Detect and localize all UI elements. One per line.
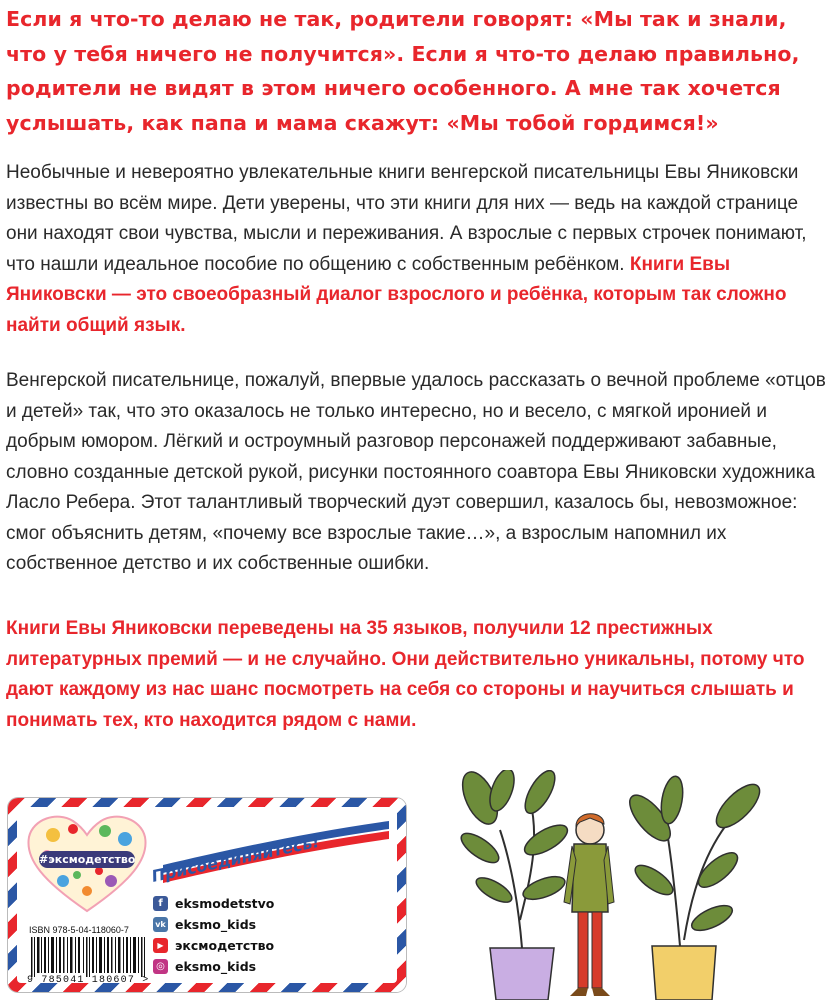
social-youtube-label: эксмодетство (175, 938, 275, 953)
facebook-icon: f (153, 896, 168, 911)
hashtag-label: #эксмодетство (39, 853, 136, 866)
social-facebook-label: eksmodetstvo (175, 896, 275, 911)
instagram-icon: ◎ (153, 959, 168, 974)
barcode (27, 937, 155, 977)
headline-quote: Если я что-то делаю не так, родители говорят: «Мы так и знали, что у тебя ничего не получится». Если я что-то делаю правильно, родители не видят в этом ничего особенного. А мне так хочется услышать, как папа и мама скажут: «Мы тобой гордимся!» (6, 7, 800, 135)
social-vk[interactable] (153, 914, 383, 935)
join-us-text: Присоединяйтесь! (149, 831, 322, 886)
paragraph-awards: Книги Евы Яниковски переведены на 35 языков, получили 12 престижных литературных премий — и не случайно. Они действительно уникальны, потому что дают каждому из нас шанс посмотреть на себя со стороны и научиться слышать и понимать тех, кто находится рядом с нами. (6, 618, 805, 731)
paragraph-intro-highlight: Книги Евы Яниковски — это своеобразный диалог взрослого и ребёнка, которым так сложно найти общий язык. (6, 253, 787, 336)
boy-figure-icon (564, 814, 614, 996)
vk-icon: vk (153, 917, 168, 932)
youtube-icon: ▶ (153, 938, 168, 953)
promo-card (8, 798, 406, 992)
social-links (153, 893, 383, 977)
paragraph-intro (6, 158, 828, 341)
isbn-text: ISBN 978-5-04-118060-7 (29, 925, 129, 935)
left-plant-icon (455, 770, 571, 1000)
promo-card-inner (17, 807, 397, 986)
boy-with-plants-illustration (440, 770, 832, 1000)
social-youtube[interactable] (153, 935, 383, 956)
social-instagram-label: eksmo_kids (175, 959, 257, 974)
barcode-number: 9 785041 180607 > (27, 975, 150, 986)
paragraph-about: Венгерской писательнице, пожалуй, впервые удалось рассказать о вечной проблеме «отцов и детей» так, что это оказалось не только интересно, но и весело, с мягкой иронией и добрым юмором. Лёгкий и остроумный разговор персонажей поддерживают забавные, словно созданные детской рукой, рисунки постоянного соавтора Евы Яниковски художника Ласло Ребера. Этот талантливый творческий дуэт совершил, казалось бы, невозможное: смог объяснить детям, «почему все взрослые такие…», а взрослым напомнил их собственное детство и их собственные ошибки. (6, 370, 826, 574)
social-facebook[interactable] (153, 893, 383, 914)
social-instagram[interactable] (153, 956, 383, 977)
right-plant-icon (623, 775, 766, 1000)
social-vk-label: eksmo_kids (175, 917, 257, 932)
paragraph-intro-text: Необычные и невероятно увлекательные книги венгерской писательницы Евы Яниковски известны во всём мире. Дети уверены, что эти книги для них — ведь на каждой странице они находят свои чувства, мысли и переживания. А взрослые с первых строчек понимают, что нашли идеальное пособие по общению с собственным ребёнком. (6, 162, 807, 275)
